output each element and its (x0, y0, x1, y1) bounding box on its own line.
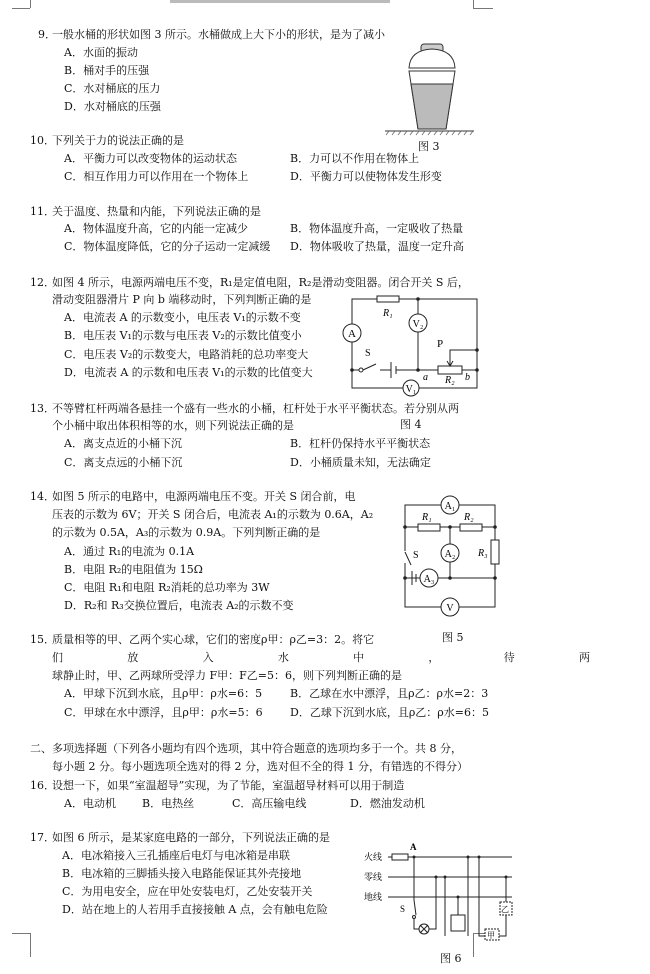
q11-option-d: D．物体吸收了热量，温度一定升高 (290, 240, 464, 253)
q16-option-a: A．电动机 (64, 797, 116, 810)
figure-5-circuit (398, 495, 508, 620)
q15-option-d: D．乙球下沉到水底，且ρ乙：ρ水=6：5 (290, 706, 489, 719)
label-p: P (437, 338, 444, 350)
q14-stem-line1: 如图 5 所示的电路中，电源两端电压不变。开关 S 闭合前，电 (52, 490, 356, 503)
q13-stem-line2: 个小桶中取出体积相等的水，则下列说法正确的是 (52, 419, 294, 432)
char: 水 (277, 651, 289, 664)
q11-stem: 关于温度、热量和内能，下列说法正确的是 (52, 205, 261, 218)
q14-option-d: D．R₂和 R₃交换位置后，电流表 A₂的示数不变 (64, 599, 294, 612)
q17-option-a: A．电冰箱接入三孔插座后电灯与电冰箱是串联 (62, 849, 290, 862)
label-point-a: A (410, 842, 417, 852)
q9-number: 9． (38, 28, 56, 41)
label-r1: R₁ (422, 512, 432, 523)
corner-mark (30, 0, 31, 8)
q12-number: 12． (30, 276, 55, 289)
q9-option-c: C．水对桶底的压力 (64, 82, 161, 95)
q15-stem-line3: 球静止时，甲、乙两球所受浮力 F甲：F乙=5：6，则下列判断正确的是 (52, 669, 402, 682)
figure-5-caption: 图 5 (442, 631, 464, 644)
q13-option-b: B．杠杆仍保持水平平衡状态 (290, 437, 431, 450)
figure-3-caption: 图 3 (418, 140, 440, 153)
label-s: S (365, 348, 371, 359)
q14-option-c: C．电阻 R₁和电阻 R₂消耗的总功率为 3W (64, 581, 270, 594)
q10-stem: 下列关于力的说法正确的是 (52, 134, 184, 147)
q12-option-b: B．电压表 V₁的示数与电压表 V₂的示数比值变小 (64, 329, 302, 342)
label-v1: V₁ (405, 384, 417, 395)
q10-option-c: C．相互作用力可以作用在一个物体上 (64, 170, 249, 183)
q17-stem: 如图 6 所示，是某家庭电路的一部分，下列说法正确的是 (52, 831, 330, 844)
q14-option-b: B．电阻 R₂的电阻值为 15Ω (64, 563, 203, 576)
q17-option-b: B．电冰箱的三脚插头接入电路能保证其外壳接地 (62, 867, 302, 880)
label-a-end: a (423, 372, 428, 383)
label-v2: V₂ (412, 319, 424, 330)
top-shadow-bar (170, 0, 390, 3)
q9-option-b: B．桶对手的压强 (64, 64, 150, 77)
q16-option-b: B．电热丝 (142, 797, 195, 810)
figure-3-bucket (380, 40, 480, 140)
label-switch-s: S (400, 904, 406, 914)
section-2-title: 二、多项选择题（下列各小题均有四个选项，其中符合题意的选项均多于一个。共 8 分， (30, 742, 462, 755)
q11-option-b: B．物体温度升高，一定吸收了热量 (290, 222, 464, 235)
label-a3: A₃ (423, 574, 435, 585)
label-yi: 乙 (501, 905, 509, 914)
corner-mark (473, 8, 493, 9)
figure-6-household-circuit (360, 840, 520, 940)
label-r2: R₂ (445, 375, 455, 386)
q10-option-a: A．平衡力可以改变物体的运动状态 (64, 152, 237, 165)
q15-option-c: C．甲球在水中漂浮，且ρ甲：ρ水=5：6 (64, 706, 263, 719)
char: 两 (578, 651, 590, 664)
label-jia: 甲 (487, 931, 495, 940)
ground-hatch (386, 131, 473, 135)
q12-stem-line1: 如图 4 所示，电源两端电压不变，R₁是定值电阻，R₂是滑动变阻器。闭合开关 S 后， (52, 276, 469, 289)
q13-option-c: C．离支点远的小桶下沉 (64, 456, 183, 469)
section-2-instructions: 每小题 2 分。每小题选项全选对的得 2 分，选对但不全的得 1 分，有错选的不得分） (52, 760, 468, 773)
q11-option-a: A．物体温度升高，它的内能一定减少 (64, 222, 248, 235)
corner-mark (30, 933, 31, 957)
label-neutral-wire: 零线 (364, 872, 383, 882)
q9-stem: 一般水桶的形状如图 3 所示。水桶做成上大下小的形状，是为了减小 (52, 28, 385, 41)
figure-6-caption: 图 6 (440, 952, 462, 965)
label-v: V (446, 603, 454, 614)
char: ， (428, 651, 440, 664)
q13-option-d: D．小桶质量未知，无法确定 (290, 456, 431, 469)
label-r3: R₃ (478, 548, 488, 559)
label-a1: A₁ (444, 501, 456, 512)
q15-option-b: B．乙球在水中漂浮，且ρ乙：ρ水=2：3 (290, 687, 489, 700)
q14-option-a: A．通过 R₁的电流为 0.1A (64, 545, 195, 558)
q14-stem-line2: 压表的示数为 6V；开关 S 闭合后，电流表 A₁的示数为 0.6A，A₂ (52, 508, 374, 521)
q16-option-c: C．高压输电线 (232, 797, 307, 810)
q12-option-a: A．电流表 A 的示数变小，电压表 V₁的示数不变 (64, 311, 301, 324)
q12-option-d: D．电流表 A 的示数和电压表 V₁的示数的比值变大 (64, 366, 313, 379)
q15-number: 15． (30, 633, 55, 646)
char: 们 (52, 651, 63, 664)
label-ground-wire: 地线 (364, 892, 383, 902)
char: 放 (127, 651, 139, 664)
q10-option-d: D．平衡力可以使物体发生形变 (290, 170, 442, 183)
q10-number: 10． (30, 134, 55, 147)
q17-number: 17． (30, 831, 55, 844)
corner-mark (12, 8, 30, 9)
q14-number: 14． (30, 490, 55, 503)
label-r1: R₁ (383, 308, 393, 319)
q12-stem-line2: 滑动变阻器滑片 P 向 b 端移动时，下列判断正确的是 (52, 293, 312, 306)
char: 待 (503, 651, 515, 664)
q13-stem-line1: 不等臂杠杆两端各悬挂一个盛有一些水的小桶，杠杆处于水平平衡状态。若分别从两 (52, 402, 459, 415)
corner-mark (473, 0, 474, 8)
figure-4-caption: 图 4 (400, 418, 422, 431)
label-s: S (413, 550, 419, 561)
label-b-end: b (465, 372, 470, 383)
corner-mark (12, 933, 30, 934)
char: 入 (202, 651, 214, 664)
label-a2: A₂ (444, 549, 456, 560)
q15-stem-justified-line (52, 649, 590, 667)
q11-number: 11． (30, 205, 55, 218)
label-live-wire: 火线 (364, 852, 383, 862)
q9-option-d: D．水对桶底的压强 (64, 100, 161, 113)
q16-option-d: D．燃油发动机 (350, 797, 425, 810)
q13-number: 13． (30, 402, 55, 415)
q16-number: 16． (30, 779, 55, 792)
q15-stem: 质量相等的甲、乙两个实心球，它们的密度ρ甲：ρ乙=3：2。将它 (52, 633, 375, 646)
char: 中 (353, 651, 365, 664)
q14-stem-line3: 的示数为 0.5A，A₃的示数为 0.9A。下列判断正确的是 (52, 526, 321, 539)
q16-stem: 设想一下，如果“室温超导”实现，为了节能，室温超导材料可以用于制造 (52, 779, 405, 792)
label-r2: R₂ (464, 512, 474, 523)
label-a: A (348, 328, 356, 340)
q15-option-a: A．甲球下沉到水底，且ρ甲：ρ水=6：5 (64, 687, 263, 700)
q10-option-b: B．力可以不作用在物体上 (290, 152, 420, 165)
figure-4-circuit (345, 296, 485, 406)
q11-option-c: C．物体温度降低，它的分子运动一定减缓 (64, 240, 271, 253)
q17-option-c: C．为用电安全，应在甲处安装电灯，乙处安装开关 (62, 885, 313, 898)
q13-option-a: A．离支点近的小桶下沉 (64, 437, 182, 450)
q9-option-a: A．水面的振动 (64, 46, 138, 59)
q17-option-d: D．站在地上的人若用手直接接触 A 点，会有触电危险 (62, 903, 328, 916)
q12-option-c: C．电压表 V₂的示数变大，电路消耗的总功率变大 (64, 348, 309, 361)
